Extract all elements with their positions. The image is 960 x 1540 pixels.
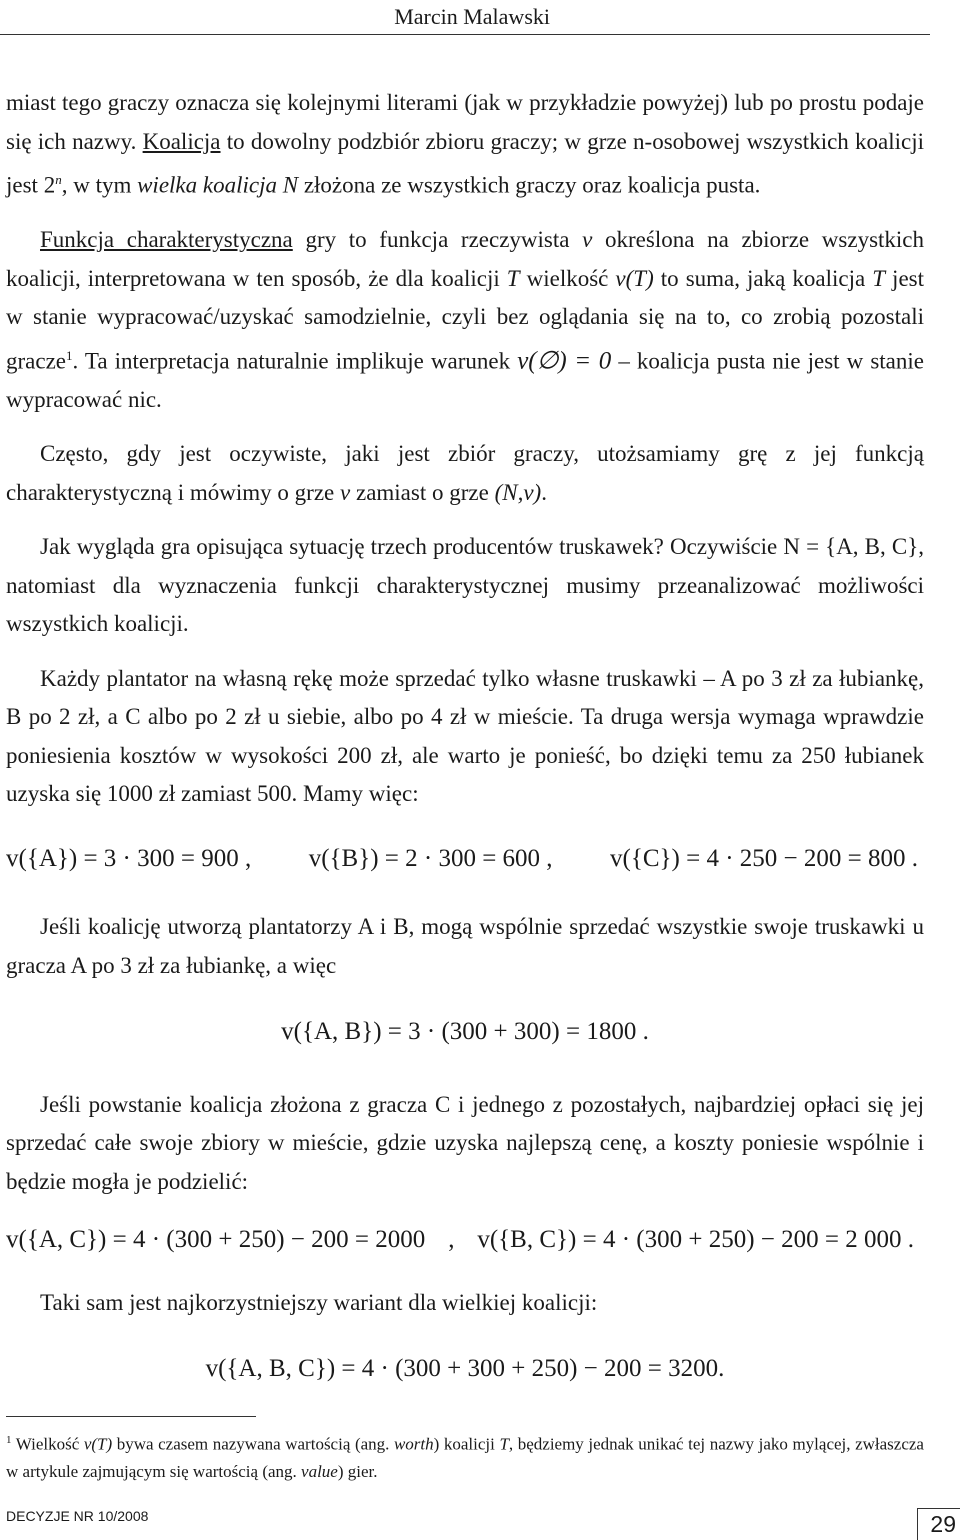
- paragraph-coalition-with-c: Jeśli powstanie koalicja złożona z gracza C i jednego z pozostałych, najbardziej opłaci się jej sprzedać całe swoje zbiory w mieście, gdzie uzyska najlepszą cenę, a koszty poniesie wspólnie i będzie mogła je podzielić:: [6, 1091, 924, 1194]
- header-author: Marcin Malawski: [394, 4, 550, 29]
- article-body: [6, 84, 924, 1389]
- term-koalicja: Koalicja: [142, 128, 221, 154]
- paragraph-identification: Często, gdy jest oczywiste, jaki jest zbiór graczy, utożsamiamy grę z jej funkcją charakterystyczną i mówimy o grze v zamiast o grze (N,v).: [6, 441, 924, 505]
- equation-two-coalitions: [6, 1221, 924, 1260]
- footnote-reference: 1: [66, 347, 73, 363]
- paragraph-coalitions: miast tego graczy oznacza się kolejnymi literami (jak w przykładzie powyżej) lub po prostu podaje się ich nazwy. Koalicja to dowolny podzbiór zbioru graczy; w grze n-osobowej wszystkich koalicji jest 2$^n$, w tym wielka koalicja N złożona ze wszystkich graczy oraz koalicja pusta.: [6, 90, 924, 198]
- paragraph-characteristic-function: Funkcja charakterystyczna gry to funkcja rzeczywista v określona na zbiorze wszystkich koalicji, interpretowana w ten sposób, że dla koalicji T wielkość v(T) to suma, jaką koalicja T jest w stanie wypracować/uzyskać samodzielnie, czyli bez oglądania się na to, co zrobią pozostali gracze$^1$. Ta interpretacja naturalnie implikuje warunek v(∅) = 0 – koalicja pusta nie jest w stanie wypracować nic.: [6, 227, 925, 412]
- equation-empty-coalition: v(∅) = 0: [517, 347, 612, 375]
- equation-vB: v({B}) = 2 · 300 = 600 ,: [308, 844, 553, 872]
- footnote-rule: [6, 1416, 256, 1417]
- running-header: [0, 0, 930, 35]
- equation-separator: ,: [448, 1226, 455, 1254]
- footnote: $^1$ Wielkość v(T) bywa czasem nazywana wartością (ang. worth) koalicji T, będziemy jednak unikać tej nazwy jako mylącej, zwłaszcza w artykule zajmującym się wartością (ang. value) gier.: [6, 1434, 924, 1481]
- equation-vAC: v({A, C}) = 4 · (300 + 250) − 200 = 2000: [6, 1226, 426, 1254]
- paragraph-strawberry-game: Jak wygląda gra opisująca sytuację trzech producentów truskawek? Oczywiście N = {A, B, C}, natomiast dla wyznaczenia funkcji charakterystycznej musimy przeanalizować możliwości wszystkich koalicji.: [6, 534, 924, 637]
- equation-vBC: v({B, C}) = 4 · (300 + 250) − 200 = 2 000 .: [477, 1226, 914, 1254]
- paragraph-grand-coalition: Taki sam jest najkorzystniejszy wariant dla wielkiej koalicji:: [40, 1289, 598, 1315]
- term-characteristic-function: Funkcja charakterystyczna: [40, 227, 293, 253]
- equation-vAB: v({A, B}) = 3 · (300 + 300) = 1800 .: [281, 1018, 649, 1046]
- equation-vC: v({C}) = 4 · 250 − 200 = 800 .: [610, 844, 918, 872]
- paragraph-coalition-ab: Jeśli koalicję utworzą plantatorzy A i B, mogą wspólnie sprzedać wszystkie swoje truskawki u gracza A po 3 zł za łubiankę, a więc: [6, 914, 924, 978]
- page-number: 29: [930, 1511, 956, 1537]
- term-grand-coalition: wielka koalicja N: [137, 172, 299, 198]
- equation-vA: v({A}) = 3 · 300 = 900 ,: [6, 844, 252, 872]
- equation-vABC: v({A, B, C}) = 4 · (300 + 300 + 250) − 200 = 3200.: [205, 1355, 725, 1383]
- journal-name: DECYZJE NR 10/2008: [6, 1508, 149, 1524]
- equation-single-coalitions: [6, 840, 924, 879]
- superscript-n: n: [55, 172, 62, 187]
- footnote-number: 1: [6, 1434, 12, 1446]
- paragraph-planters: Każdy plantator na własną rękę może sprzedać tylko własne truskawki – A po 3 zł za łubiankę, B po 2 zł, a C albo po 2 zł u siebie, albo po 4 zł w mieście. Ta druga wersja wymaga wprawdzie poniesienia kosztów w wysokości 200 zł, ale warto je ponieść, bo dzięki temu za 250 łubianek uzyska się 1000 zł zamiast 500. Mamy więc:: [6, 665, 924, 807]
